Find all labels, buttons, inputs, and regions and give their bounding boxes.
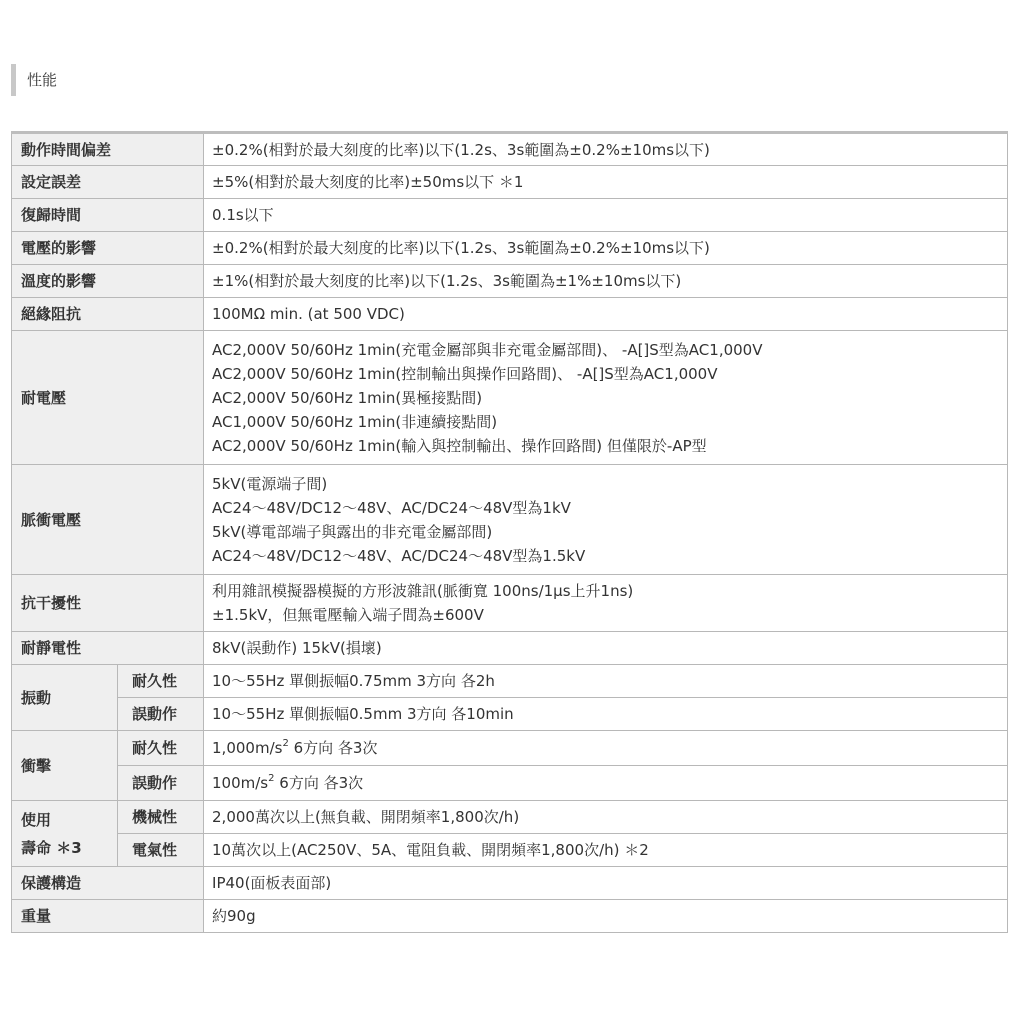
row-shock-malfunction	[12, 766, 1008, 801]
row-label: 衝擊	[12, 731, 118, 801]
row-protection-structure	[12, 867, 1008, 900]
value-rest: 6方向 各3次	[274, 774, 364, 792]
row-value: 8kV(誤動作) 15kV(損壞)	[204, 632, 1008, 665]
row-insulation-resistance	[12, 298, 1008, 331]
row-weight	[12, 900, 1008, 933]
value-line: 利用雜訊模擬器模擬的方形波雜訊(脈衝寬 100ns/1μs上升1ns)	[212, 582, 634, 600]
row-label-line: 壽命 ＊3	[21, 838, 82, 857]
value-main: 100m/s	[212, 774, 269, 792]
row-reset-time	[12, 199, 1008, 232]
row-value: 0.1s以下	[204, 199, 1008, 232]
value-line: AC24～48V/DC12～48V、AC/DC24～48V型為1kV	[212, 498, 571, 517]
row-value	[204, 731, 1008, 766]
value-line: 5kV(導電部端子與露出的非充電金屬部間)	[212, 522, 493, 541]
row-label: 復歸時間	[12, 199, 204, 232]
row-value: 100MΩ min. (at 500 VDC)	[204, 298, 1008, 331]
row-life-electrical	[12, 834, 1008, 867]
row-label: 設定誤差	[12, 166, 204, 199]
value-rest: 6方向 各3次	[288, 739, 378, 757]
row-label: 脈衝電壓	[12, 465, 204, 575]
row-value: 2,000萬次以上(無負載、開閉頻率1,800次/h)	[204, 801, 1008, 834]
value-line: AC2,000V 50/60Hz 1min(輸入與控制輸出、操作回路間) 但僅限於-AP型	[212, 436, 707, 455]
row-impulse-voltage	[12, 465, 1008, 575]
value-line: AC2,000V 50/60Hz 1min(充電金屬部與非充電金屬部間)、 -A[]S型為AC1,000V	[212, 340, 763, 359]
row-label: 振動	[12, 665, 118, 731]
value-line: AC2,000V 50/60Hz 1min(異極接點間)	[212, 388, 483, 407]
section-title: 性能	[11, 64, 57, 96]
row-label-line: 使用	[21, 810, 52, 829]
row-static-immunity	[12, 632, 1008, 665]
row-label: 抗干擾性	[12, 575, 204, 632]
row-value: 10～55Hz 單側振幅0.5mm 3方向 各10min	[204, 698, 1008, 731]
value-superscript: 2	[282, 738, 289, 749]
row-label: 溫度的影響	[12, 265, 204, 298]
row-label: 電壓的影響	[12, 232, 204, 265]
performance-spec-table	[11, 131, 1008, 933]
row-value: 約90g	[204, 900, 1008, 933]
row-life-mechanical	[12, 801, 1008, 834]
row-value: ±1%(相對於最大刻度的比率)以下(1.2s、3s範圍為±1%±10ms以下)	[204, 265, 1008, 298]
value-main: 1,000m/s	[212, 739, 283, 757]
row-value: ±0.2%(相對於最大刻度的比率)以下(1.2s、3s範圍為±0.2%±10ms以下)	[204, 232, 1008, 265]
row-temperature-influence	[12, 265, 1008, 298]
row-setting-error	[12, 166, 1008, 199]
row-sublabel: 耐久性	[118, 731, 204, 766]
row-vibration-malfunction	[12, 698, 1008, 731]
row-operating-time-deviation	[12, 133, 1008, 166]
value-line: AC1,000V 50/60Hz 1min(非連續接點間)	[212, 412, 498, 431]
row-sublabel: 耐久性	[118, 665, 204, 698]
row-label: 重量	[12, 900, 204, 933]
row-sublabel: 機械性	[118, 801, 204, 834]
row-sublabel: 誤動作	[118, 766, 204, 801]
row-value	[204, 575, 1008, 632]
row-label: 絕緣阻抗	[12, 298, 204, 331]
row-value	[204, 465, 1008, 575]
value-line: ±1.5kV，但無電壓輸入端子間為±600V	[212, 606, 484, 624]
row-sublabel: 電氣性	[118, 834, 204, 867]
value-line: AC2,000V 50/60Hz 1min(控制輸出與操作回路間)、 -A[]S型為AC1,000V	[212, 364, 718, 383]
row-label: 耐靜電性	[12, 632, 204, 665]
row-shock-durability	[12, 731, 1008, 766]
row-value	[204, 331, 1008, 465]
row-value	[204, 766, 1008, 801]
row-voltage-influence	[12, 232, 1008, 265]
row-sublabel: 誤動作	[118, 698, 204, 731]
row-label: 保護構造	[12, 867, 204, 900]
row-vibration-durability	[12, 665, 1008, 698]
row-value: IP40(面板表面部)	[204, 867, 1008, 900]
row-noise-immunity	[12, 575, 1008, 632]
row-value: ±5%(相對於最大刻度的比率)±50ms以下 ＊1	[204, 166, 1008, 199]
row-dielectric-strength	[12, 331, 1008, 465]
row-value: 10～55Hz 單側振幅0.75mm 3方向 各2h	[204, 665, 1008, 698]
value-line: 5kV(電源端子間)	[212, 474, 328, 493]
value-line: AC24～48V/DC12～48V、AC/DC24～48V型為1.5kV	[212, 546, 586, 565]
row-value: ±0.2%(相對於最大刻度的比率)以下(1.2s、3s範圍為±0.2%±10ms以下)	[204, 133, 1008, 166]
row-value: 10萬次以上(AC250V、5A、電阻負載、開閉頻率1,800次/h) ＊2	[204, 834, 1008, 867]
row-label: 耐電壓	[12, 331, 204, 465]
row-label	[12, 801, 118, 867]
row-label: 動作時間偏差	[12, 133, 204, 166]
value-superscript: 2	[268, 773, 275, 784]
